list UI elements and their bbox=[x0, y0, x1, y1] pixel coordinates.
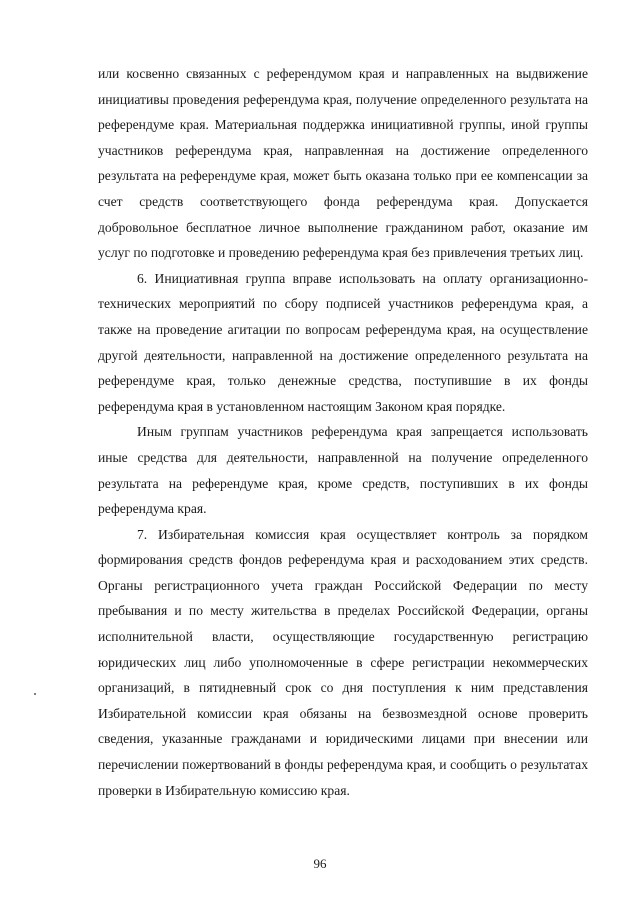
paragraph-1: или косвенно связанных с референдумом края и направленных на выдвижение инициативы проведения референдума края, получение определенного результата на референдуме края. Материальная поддержка инициативной группы, иной группы участников референдума края, направленная на достижение определенного результата на референдуме края, может быть оказана только при ее компенсации за счет средств соответствующего фонда референдума края. Допускается добровольное бесплатное личное выполнение гражданином работ, оказание им услуг по подготовке и проведению референдума края без привлечения третьих лиц. bbox=[98, 66, 588, 261]
paragraph-2: 6. Инициативная группа вправе использовать на оплату организационно-технических мероприятий по сбору подписей участников референдума края, а также на проведение агитации по вопросам референдума края, на осуществление другой деятельности, направленной на достижение определенного результата на референдуме края, только денежные средства, поступившие в их фонды референдума края в установленном настоящим Законом края порядке. bbox=[98, 270, 588, 414]
scan-dot bbox=[34, 693, 36, 695]
page-number: 96 bbox=[313, 856, 327, 871]
paragraph-3: Иным группам участников референдума края запрещается использовать иные средства для деятельности, направленной на получение определенного результата на референдуме края, кроме средств, поступивших в их фонды референдума края. bbox=[98, 424, 588, 517]
paragraph-4: 7. Избирательная комиссия края осуществляет контроль за порядком формирования средств фондов референдума края и расходованием этих средств. Органы регистрационного учета граждан Российской Федерации по месту пребывания и по месту жительства в пределах Российской Федерации, органы исполнительной власти, осуществляющие государственную регистрацию юридических лиц либо уполномоченные в сфере регистрации некоммерческих организаций, в пятидневный срок со дня поступления к ним представления Избирательной комиссии края обязаны на безвозмездной основе проверить сведения, указанные гражданами и юридическими лицами при внесении или перечислении пожертвований в фонды референдума края, и сообщить о результатах проверки в Избирательную комиссию края. bbox=[98, 526, 588, 798]
document-body bbox=[98, 61, 588, 803]
